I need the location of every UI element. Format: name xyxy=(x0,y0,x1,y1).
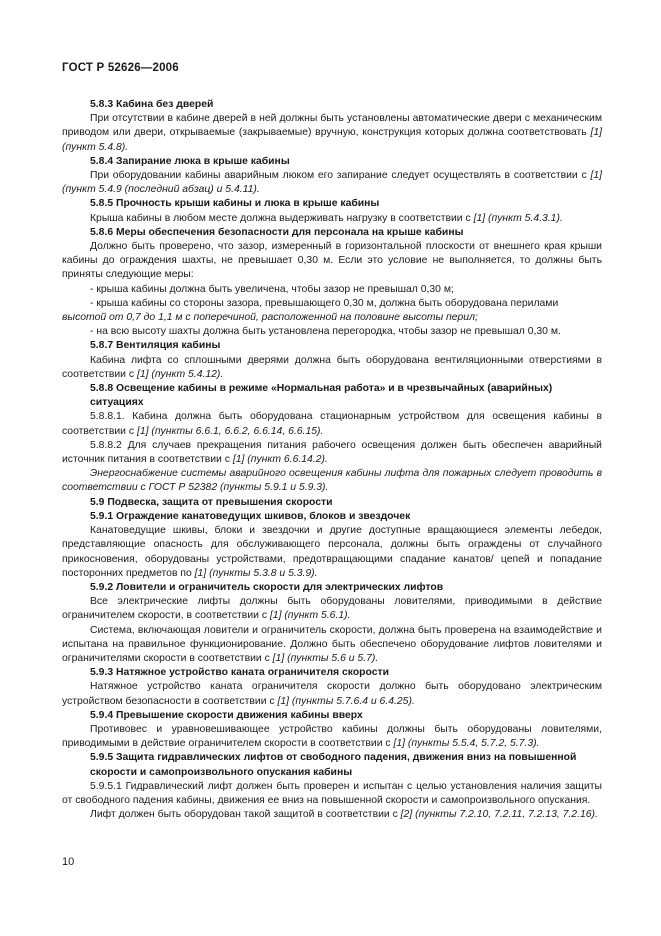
body-text: Крыша кабины в любом месте должна выдерживать нагрузку в соответствии с xyxy=(90,212,474,224)
reference-text: [1] (пункт 5.6.1). xyxy=(269,610,351,622)
body-text: При отсутствии в кабине дверей в ней должны быть установлены автоматические двери с механическим приводом или двери, открываемые (закрываемые) вручную, конструкция которых должна соответствовать xyxy=(62,113,602,139)
section-heading: 5.9 Подвеска, защита от превышения скорости xyxy=(90,496,333,508)
list-item xyxy=(62,297,602,311)
paragraph xyxy=(62,112,602,155)
list-item xyxy=(62,325,602,339)
body-text: Лифт должен быть оборудован такой защитой в соответствии с xyxy=(90,809,401,821)
body-text: Противовес и уравновешивающее устройство кабины должны быть оборудованы ловителями, приводимыми в действие ограничителем скорости в соответствии с xyxy=(62,723,602,750)
body-text: Натяжное устройство каната ограничителя скорости должно быть оборудовано электрическим устройством безопасности в соответствии с xyxy=(62,681,602,707)
section-heading: 5.8.5 Прочность крыши кабины и люка в крыше кабины xyxy=(90,198,380,210)
reference-text: [1] (пункт 6.6.14.2). xyxy=(232,454,328,466)
body-text: При оборудовании кабины аварийным люком его запирание следует осуществлять в соответствии с xyxy=(90,170,591,182)
paragraph xyxy=(62,723,602,751)
paragraph xyxy=(62,680,602,708)
body-text: 5.8.8.1. Кабина должна быть оборудована стационарным устройством для освещения кабины в соответствии с xyxy=(62,411,602,437)
reference-text: [1] (пункты 6.6.1, 6.6.2, 6.6.14, 6.6.15). xyxy=(136,425,324,437)
paragraph xyxy=(62,467,602,495)
document-header: ГОСТ Р 52626—2006 xyxy=(62,62,179,74)
paragraph xyxy=(62,354,602,382)
paragraph xyxy=(62,240,602,283)
paragraph xyxy=(62,780,602,808)
body-text: 5.8.8.2 Для случаев прекращения питания рабочего освещения должен быть обеспечен аварийный источник питания в соответствии с xyxy=(62,439,602,466)
reference-text: [1] (пункт 5.4.9 (последний абзац) и 5.4.11). xyxy=(62,170,602,196)
section-heading: 5.9.5 Защита гидравлических лифтов от свободного падения, движения вниз на повышенной скорости и самопроизвольного опускания кабины xyxy=(90,752,577,778)
section-heading: 5.9.1 Ограждение канатоведущих шкивов, блоков и звездочек xyxy=(90,510,411,522)
reference-text: [1] (пункт 5.4.8). xyxy=(62,127,602,153)
body-text: - на всю высоту шахты должна быть установлена перегородка, чтобы зазор не превышал 0,30 м. xyxy=(90,326,561,338)
section-heading: 5.9.4 Превышение скорости движения кабины вверх xyxy=(90,709,363,721)
body-text: Система, включающая ловители и ограничитель скорости, должна быть проверена на взаимодействие и испытана на правильное функционирование. Должно быть обеспечено оборудование лифтов ловителями и ограничителями скорости в соответствии с xyxy=(62,624,602,664)
section-heading: 5.8.7 Вентиляция кабины xyxy=(90,340,221,352)
paragraph xyxy=(62,808,602,822)
reference-text: [1] (пункты 5.5.4, 5.7.2, 5.7.3). xyxy=(393,738,540,750)
section-heading: 5.8.6 Меры обеспечения безопасности для персонала на крыше кабины xyxy=(90,226,464,238)
body-text: Все электрические лифты должны быть оборудованы ловителями, приводимыми в действие ограничителем скорости, в соответствии с xyxy=(62,596,602,622)
paragraph xyxy=(62,439,602,467)
paragraph xyxy=(62,212,602,226)
reference-text: высотой от 0,7 до 1,1 м с поперечиной, расположенной на половине высоты перил; xyxy=(62,312,478,324)
body-text: Кабина лифта со сплошными дверями должна быть оборудована вентиляционными отверстиями в соответствии с xyxy=(62,354,602,380)
reference-text: [1] (пункт 5.4.3.1). xyxy=(473,212,563,224)
body-text: Канатоведущие шкивы, блоки и звездочки и другие доступные вращающиеся элементы лебедок, представляющие опасность для обслуживающего персонала, должны быть ограждены от случайного прикосновения, оборудованы устройствами, предотвращающими спадание канатов/ цепей и попадание посторонних предметов по xyxy=(62,525,602,579)
reference-text: [1] (пункты 5.3.8 и 5.3.9). xyxy=(194,567,318,579)
reference-text: [2] (пункты 7.2.10, 7.2.11, 7.2.13, 7.2.16). xyxy=(400,809,598,821)
body-text: Должно быть проверено, что зазор, измеренный в горизонтальной плоскости от внешнего края крыши кабины до ограждения шахты, не превышает 0,30 м. Если это условие не выполняется, то должны быть приняты следующие меры: xyxy=(62,241,602,281)
paragraph xyxy=(62,169,602,197)
reference-text: Энергоснабжение системы аварийного освещения кабины лифта для пожарных следует проводить в соответствии с ГОСТ Р 52382 (пункты 5.9.1 и 5.9.3). xyxy=(62,468,602,494)
section-heading: 5.8.8 Освещение кабины в режиме «Нормальная работа» и в чрезвычайных (аварийных) ситуациях xyxy=(90,383,553,409)
section-heading: 5.9.2 Ловители и ограничитель скорости для электрических лифтов xyxy=(90,581,444,593)
paragraph xyxy=(62,410,602,438)
reference-text: [1] (пункты 5.6 и 5.7). xyxy=(272,652,379,664)
page-number: 10 xyxy=(62,856,75,868)
paragraph xyxy=(62,595,602,623)
paragraph xyxy=(62,524,602,581)
paragraph xyxy=(62,624,602,667)
section-heading: 5.9.3 Натяжное устройство каната ограничителя скорости xyxy=(90,667,389,679)
reference-text: [1] (пункт 5.4.12). xyxy=(136,368,224,380)
section-heading: 5.8.3 Кабина без дверей xyxy=(90,99,214,110)
body-text: - крыша кабины со стороны зазора, превышающего 0,30 м, должна быть оборудована перилами xyxy=(90,297,559,309)
list-item xyxy=(62,311,602,325)
body-text: 5.9.5.1 Гидравлический лифт должен быть проверен и испытан с целью установления наличия защиты от свободного падения кабины, движения ее вниз на повышенной скорости и самопроизвольного опускания. xyxy=(62,780,602,806)
document-body xyxy=(62,98,602,822)
body-text: - крыша кабины должна быть увеличена, чтобы зазор не превышал 0,30 м; xyxy=(90,283,454,295)
section-heading: 5.8.4 Запирание люка в крыше кабины xyxy=(90,155,290,167)
list-item xyxy=(62,283,602,297)
reference-text: [1] (пункты 5.7.6.4 и 6.4.25). xyxy=(277,695,415,707)
